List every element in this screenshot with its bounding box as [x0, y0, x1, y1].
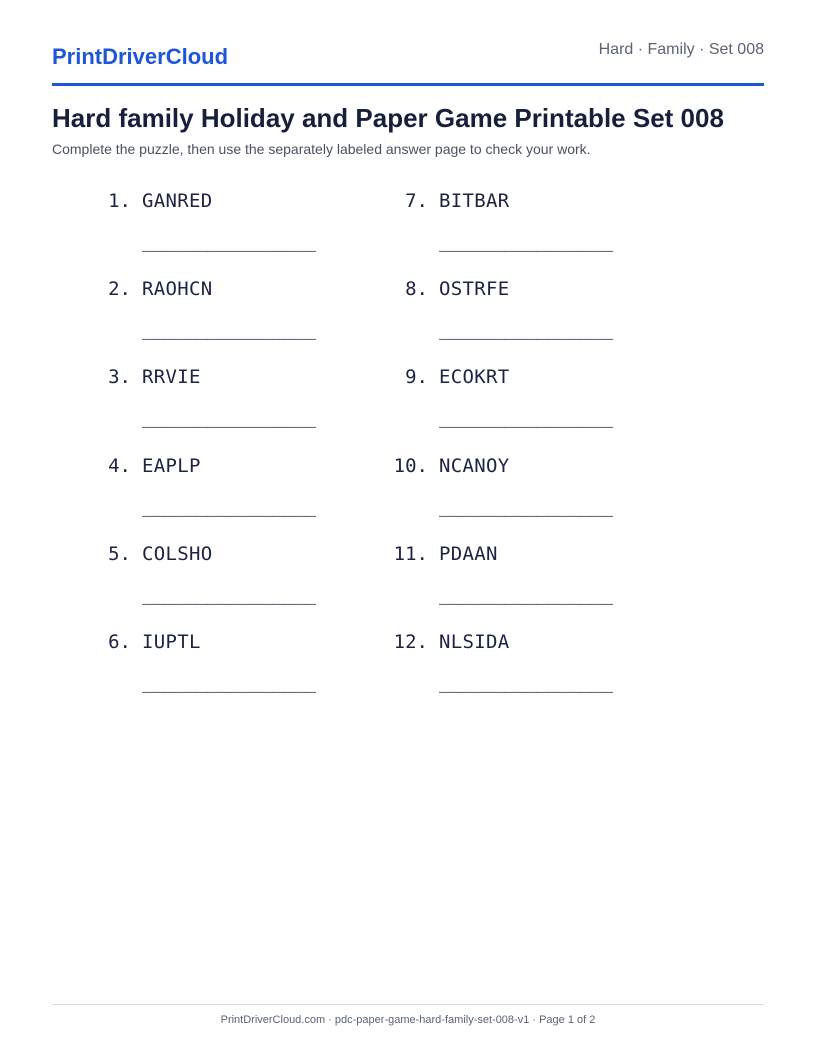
scrambled-word: IUPTL [142, 631, 201, 653]
answer-blank[interactable]: ________________ [439, 671, 613, 693]
item-number: 12. [393, 631, 428, 653]
page-header [52, 40, 764, 86]
scrambled-word: PDAAN [439, 543, 498, 565]
page-title: Hard family Holiday and Paper Game Printable Set 008 [52, 103, 724, 133]
scrambled-word: RRVIE [142, 366, 201, 388]
scrambled-word: NCANOY [439, 455, 510, 477]
footer-divider [52, 1004, 764, 1005]
item-number: 11. [393, 543, 428, 565]
item-number: 10. [393, 455, 428, 477]
answer-blank[interactable]: ________________ [142, 406, 316, 428]
answer-blank[interactable]: ________________ [439, 318, 613, 340]
answer-blank[interactable]: ________________ [142, 671, 316, 693]
scrambled-word: ECOKRT [439, 366, 510, 388]
item-number: 7. [405, 190, 428, 212]
answer-blank[interactable]: ________________ [142, 495, 316, 517]
scrambled-word: BITBAR [439, 190, 510, 212]
scrambled-word: OSTRFE [439, 278, 510, 300]
answer-blank[interactable]: ________________ [142, 230, 316, 252]
item-number: 6. [108, 631, 131, 653]
item-number: 8. [405, 278, 428, 300]
item-number: 4. [108, 455, 131, 477]
brand-logo-text: PrintDriverCloud [52, 44, 229, 69]
page-subtitle: Complete the puzzle, then use the separately labeled answer page to check your work. [52, 141, 591, 157]
item-number: 2. [108, 278, 131, 300]
item-number: 3. [108, 366, 131, 388]
scrambled-word: COLSHO [142, 543, 213, 565]
item-number: 9. [405, 366, 428, 388]
scrambled-word: GANRED [142, 190, 213, 212]
answer-blank[interactable]: ________________ [439, 495, 613, 517]
page-footer: PrintDriverCloud.com · pdc-paper-game-hard-family-set-008-v1 · Page 1 of 2 [220, 1014, 596, 1026]
answer-blank[interactable]: ________________ [439, 583, 613, 605]
scrambled-word: NLSIDA [439, 631, 510, 653]
header-meta: Hard · Family · Set 008 [598, 41, 764, 58]
item-number: 1. [108, 190, 131, 212]
scrambled-word: EAPLP [142, 455, 201, 477]
scrambled-word: RAOHCN [142, 278, 213, 300]
answer-blank[interactable]: ________________ [142, 318, 316, 340]
answer-blank[interactable]: ________________ [439, 230, 613, 252]
answer-blank[interactable]: ________________ [142, 583, 316, 605]
item-number: 5. [108, 543, 131, 565]
answer-blank[interactable]: ________________ [439, 406, 613, 428]
